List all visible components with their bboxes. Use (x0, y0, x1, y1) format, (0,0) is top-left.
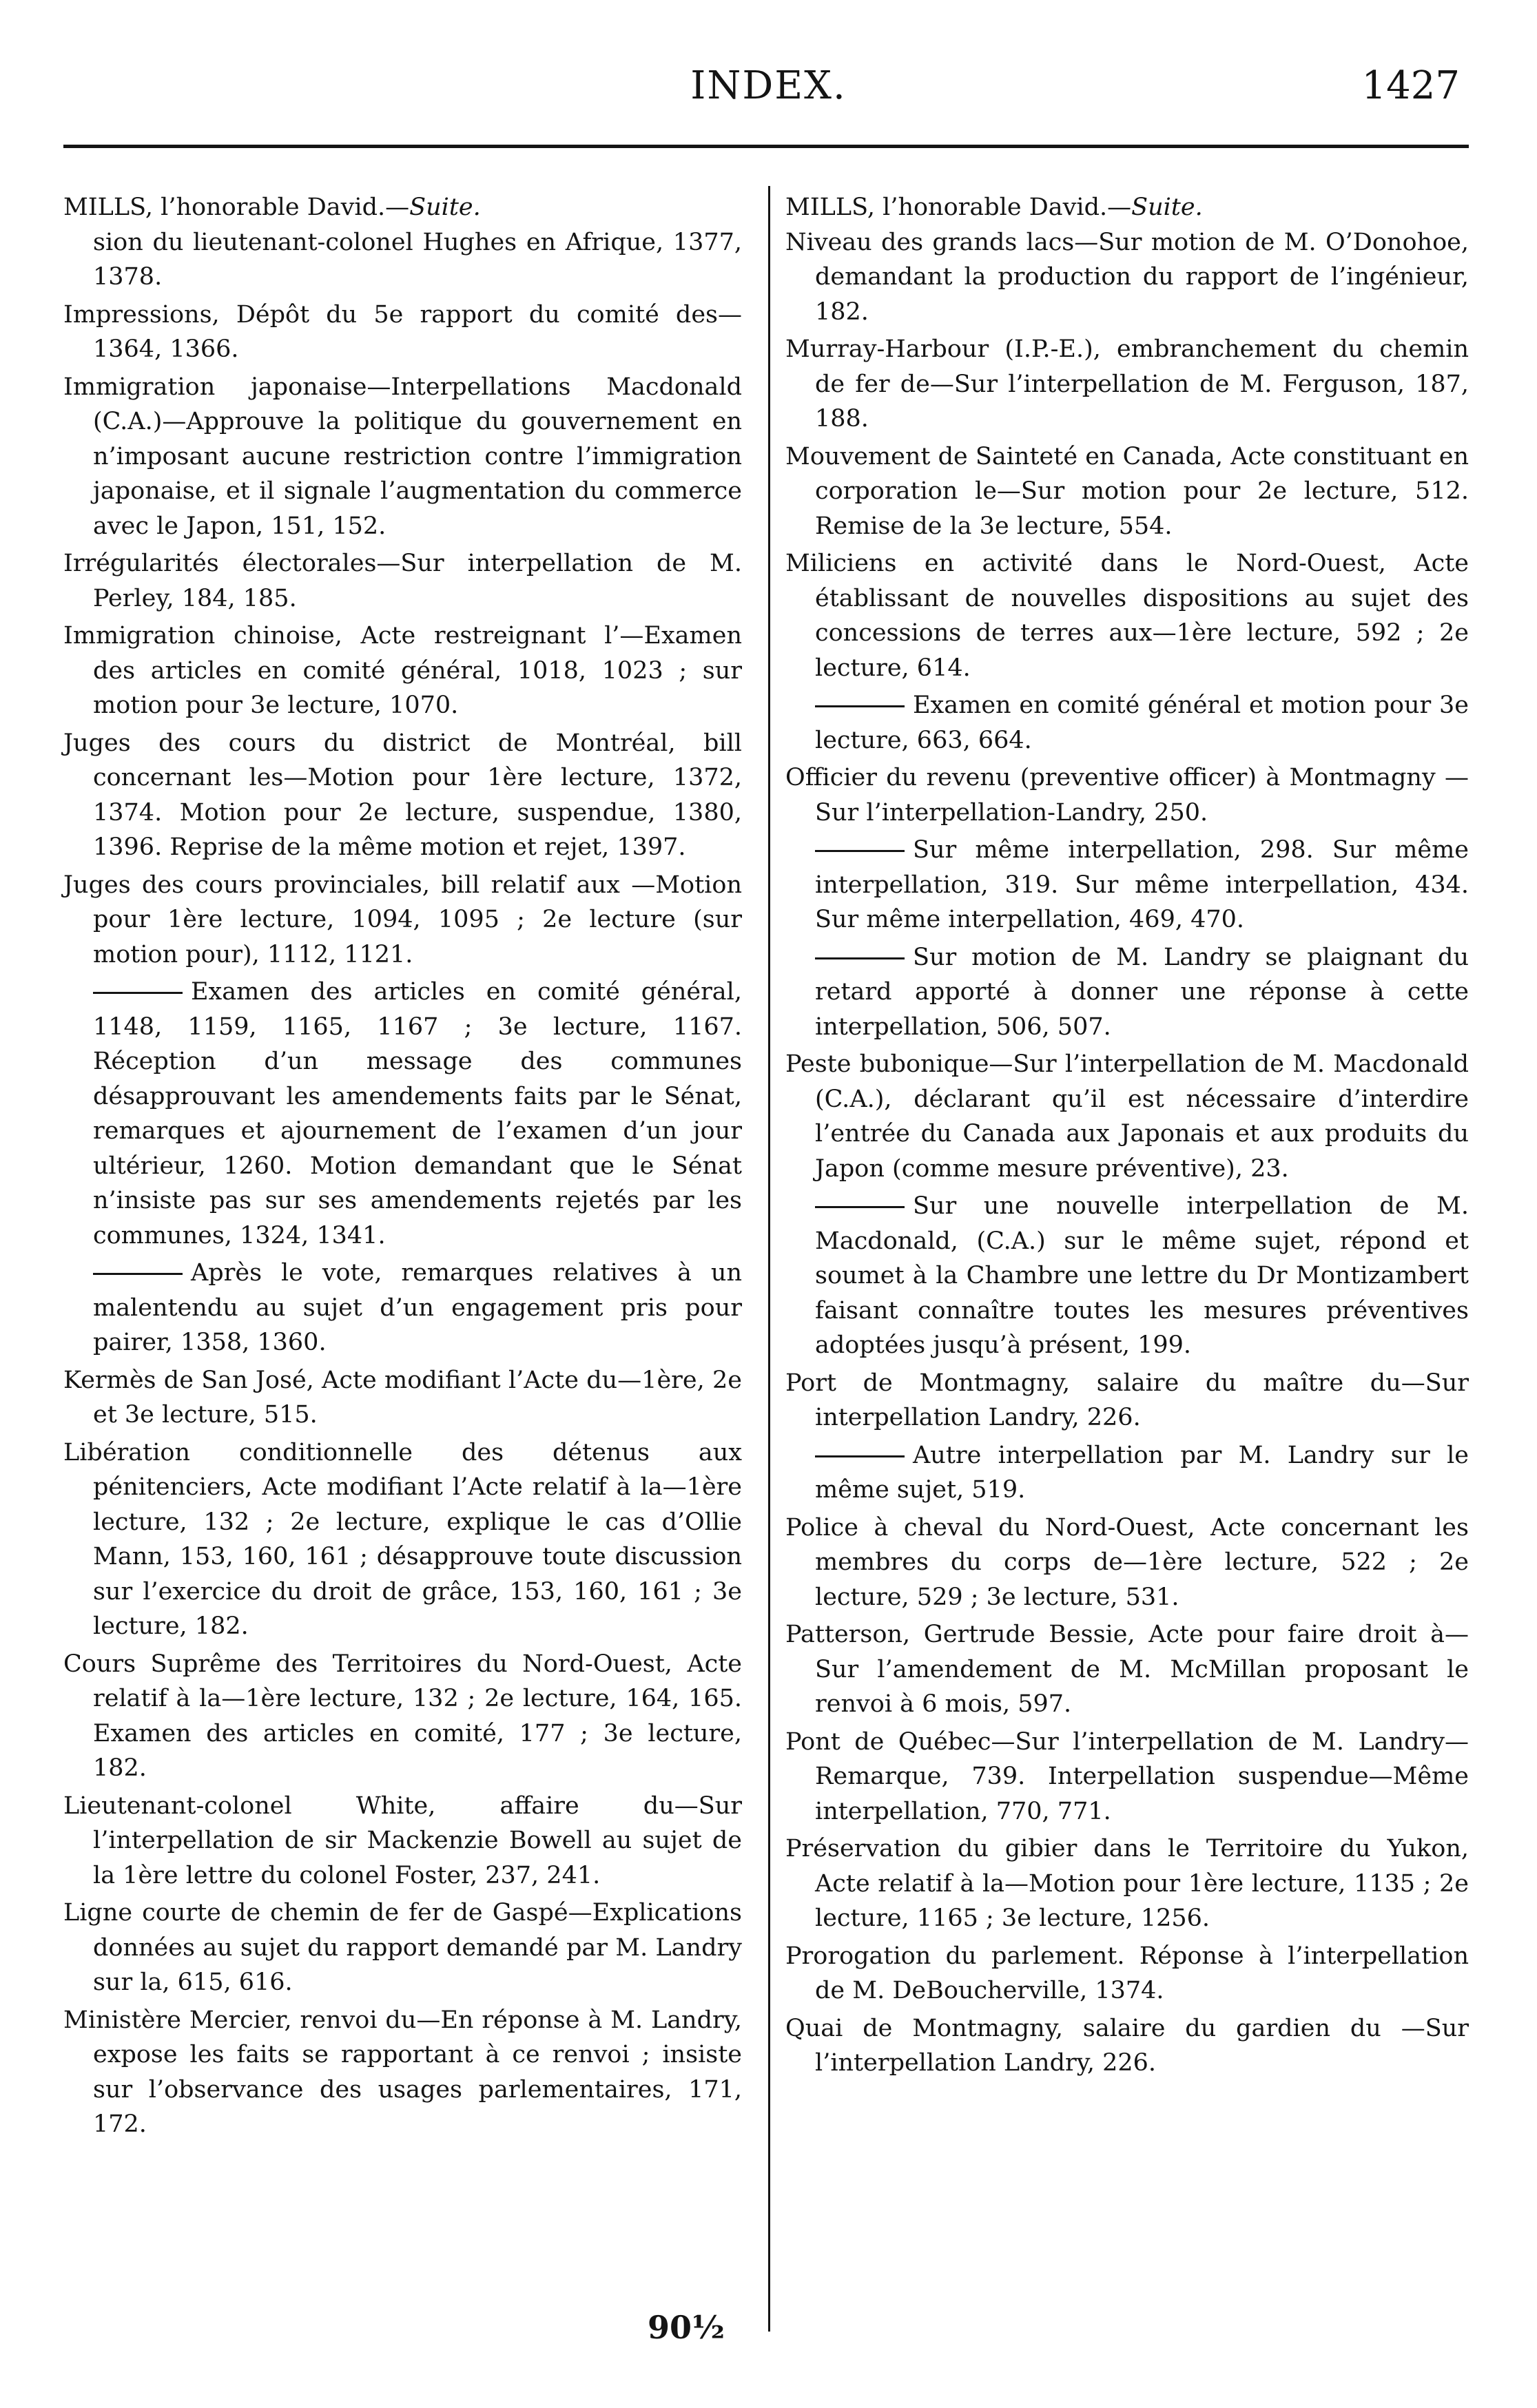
entry-text: Juges des cours provinciales, bill relatif aux —Motion pour 1ère lecture, 1094, 1095 ; 2e lecture (sur motion pour), 1112, 1121. (63, 871, 742, 968)
entry-text: Mouvement de Sainteté en Canada, Acte constituant en corporation le—Sur motion pour 2e lecture, 512. Remise de la 3e lecture, 554. (785, 442, 1469, 540)
header-rule (63, 145, 1469, 148)
index-entry (785, 1511, 1469, 1615)
entry-text: Police à cheval du Nord-Ouest, Acte concernant les membres du corps de—1ère lecture, 522 ; 2e lecture, 529 ; 3e lecture, 531. (785, 1513, 1469, 1611)
entry-text: Cours Suprême des Territoires du Nord-Ouest, Acte relatif à la—1ère lecture, 132 ; 2e lecture, 164, 165. Examen des articles en comité, 177 ; 3e lecture, 182. (63, 1650, 742, 1782)
entry-text: Quai de Montmagny, salaire du gardien du —Sur l’interpellation Landry, 226. (785, 2014, 1469, 2077)
repeat-dash (815, 705, 905, 707)
index-entry (63, 868, 742, 973)
entry-text: Sur une nouvelle interpellation de M. Macdonald, (C.A.) sur le même sujet, répond et soumet à la Chambre une lettre du Dr Montizambert faisant connaître toutes les mesures préventives adoptées jusqu’à présent, 199. (815, 1192, 1469, 1359)
entry-text: Après le vote, remarques relatives à un malentendu au sujet d’un engagement pris pour pairer, 1358, 1360. (93, 1259, 742, 1356)
index-subentry (785, 688, 1469, 758)
repeat-dash (815, 1455, 905, 1457)
entry-text: sion du lieutenant-colonel Hughes en Afrique, 1377, 1378. (93, 228, 742, 291)
entry-text: Niveau des grands lacs—Sur motion de M. O’Donohoe, demandant la production du rapport de l’ingénieur, 182. (785, 228, 1469, 326)
entry-text: Examen des articles en comité général, 1148, 1159, 1165, 1167 ; 3e lecture, 1167. Réception d’un message des communes désapprouvant les amendements faits par le Sénat, remarques et ajournement de l’examen d’un jour ultérieur, 1260. Motion demandant que le Sénat n’insiste pas sur ses amendements rejetés par les communes, 1324, 1341. (93, 978, 742, 1249)
index-subentry (785, 1438, 1469, 1508)
entry-text: Immigration japonaise—Interpellations Macdonald (C.A.)—Approuve la politique du gouvernement en n’imposant aucune restriction contre l’immigration japonaise, et il signale l’augmentation du commerce avec le Japon, 151, 152. (63, 373, 742, 540)
index-entry (63, 726, 742, 865)
running-head (785, 190, 1469, 225)
entry-text: Ministère Mercier, renvoi du—En réponse à M. Landry, expose les faits se rapportant à ce renvoi ; insiste sur l’observance des usages parlementaires, 171, 172. (63, 2006, 742, 2138)
running-head-suffix: Suite. (409, 194, 481, 221)
repeat-dash (815, 1206, 905, 1208)
entry-text: Examen en comité général et motion pour 3e lecture, 663, 664. (815, 692, 1469, 754)
entry-text: Impressions, Dépôt du 5e rapport du comité des—1364, 1366. (63, 300, 742, 363)
signature-mark: 90½ (648, 2309, 725, 2346)
entry-text: Lieutenant-colonel White, affaire du—Sur l’interpellation de sir Mackenzie Bowell au sujet de la 1ère lettre du colonel Foster, 237, 241. (63, 1792, 742, 1889)
left-column (63, 190, 742, 2145)
entry-text: Ligne courte de chemin de fer de Gaspé—Explications données au sujet du rapport demandé par M. Landry sur la, 615, 616. (63, 1899, 742, 1996)
entry-text: Port de Montmagny, salaire du maître du—Sur interpellation Landry, 226. (785, 1369, 1469, 1431)
entry-text: Préservation du gibier dans le Territoire du Yukon, Acte relatif à la—Motion pour 1ère lecture, 1135 ; 2e lecture, 1165 ; 3e lecture, 1256. (785, 1835, 1469, 1932)
index-entry-continuation (63, 225, 742, 295)
entry-text: Autre interpellation par M. Landry sur le même sujet, 519. (815, 1441, 1469, 1504)
index-entry (785, 2011, 1469, 2081)
running-head-name: MILLS, l’honorable David.— (63, 194, 410, 221)
index-entry (63, 1789, 742, 1893)
right-entries (785, 225, 1469, 2081)
index-entry (785, 1939, 1469, 2009)
index-entry (63, 2003, 742, 2142)
index-entry (785, 546, 1469, 685)
column-divider (768, 186, 770, 2332)
index-entry (63, 546, 742, 616)
index-entry (63, 298, 742, 367)
running-head-name: MILLS, l’honorable David.— (785, 194, 1132, 221)
running-head-suffix: Suite. (1131, 194, 1203, 221)
entry-text: Murray-Harbour (I.P.-E.), embranchement du chemin de fer de—Sur l’interpellation de M. Ferguson, 187, 188. (785, 335, 1469, 433)
index-entry (785, 1366, 1469, 1435)
index-entry (63, 1435, 742, 1644)
entry-text: Sur motion de M. Landry se plaignant du retard apporté à donner une réponse à cette interpellation, 506, 507. (815, 943, 1469, 1041)
entry-text: Miliciens en activité dans le Nord-Ouest, Acte établissant de nouvelles dispositions au sujet des concessions de terres aux—1ère lecture, 592 ; 2e lecture, 614. (785, 550, 1469, 682)
index-subentry (785, 940, 1469, 1045)
page-number: 1427 (1361, 63, 1460, 108)
index-entry (785, 1047, 1469, 1186)
page-title: INDEX. (690, 63, 847, 108)
entry-text: Officier du revenu (preventive officer) à Montmagny — Sur l’interpellation-Landry, 250. (785, 764, 1469, 827)
index-entry (63, 619, 742, 723)
index-entry (785, 225, 1469, 330)
repeat-dash (815, 957, 905, 959)
index-entry (785, 332, 1469, 437)
entry-text: Irrégularités électorales—Sur interpellation de M. Perley, 184, 185. (63, 550, 742, 612)
right-column (785, 190, 1469, 2084)
index-entry (63, 1896, 742, 2000)
index-entry (785, 1831, 1469, 1936)
repeat-dash (93, 992, 183, 994)
index-subentry (785, 1189, 1469, 1363)
repeat-dash (815, 850, 905, 852)
index-entry (63, 370, 742, 544)
running-head (63, 190, 742, 225)
entry-text: Libération conditionnelle des détenus aux pénitenciers, Acte modifiant l’Acte relatif à la—1ère lecture, 132 ; 2e lecture, explique le cas d’Ollie Mann, 153, 160, 161 ; désapprouve toute discussion sur l’exercice du droit de grâce, 153, 160, 161 ; 3e lecture, 182. (63, 1438, 742, 1640)
index-entry (63, 1363, 742, 1433)
entry-text: Pont de Québec—Sur l’interpellation de M. Landry—Remarque, 739. Interpellation suspendue—Même interpellation, 770, 771. (785, 1727, 1469, 1825)
index-entry (785, 1725, 1469, 1829)
index-entry (785, 439, 1469, 544)
index-entry (785, 760, 1469, 830)
left-entries (63, 225, 742, 2142)
entry-text: Immigration chinoise, Acte restreignant l’—Examen des articles en comité général, 1018, 1023 ; sur motion pour 3e lecture, 1070. (63, 622, 742, 719)
index-entry (63, 1647, 742, 1786)
entry-text: Prorogation du parlement. Réponse à l’interpellation de M. DeBoucherville, 1374. (785, 1942, 1469, 2004)
entry-text: Kermès de San José, Acte modifiant l’Acte du—1ère, 2e et 3e lecture, 515. (63, 1366, 742, 1429)
entry-text: Peste bubonique—Sur l’interpellation de M. Macdonald (C.A.), déclarant qu’il est nécessaire d’interdire l’entrée du Canada aux Japonais et aux produits du Japon (comme mesure préventive), 23. (785, 1050, 1469, 1183)
entry-text: Sur même interpellation, 298. Sur même interpellation, 319. Sur même interpellation, 434. Sur même interpellation, 469, 470. (815, 836, 1469, 933)
entry-text: Juges des cours du district de Montréal, bill concernant les—Motion pour 1ère lecture, 1372, 1374. Motion pour 2e lecture, suspendue, 1380, 1396. Reprise de la même motion et rejet, 1397. (63, 729, 742, 861)
index-entry (785, 1617, 1469, 1722)
index-subentry (63, 1256, 742, 1360)
index-subentry (63, 975, 742, 1253)
index-subentry (785, 833, 1469, 937)
entry-text: Patterson, Gertrude Bessie, Acte pour faire droit à—Sur l’amendement de M. McMillan proposant le renvoi à 6 mois, 597. (785, 1621, 1469, 1718)
repeat-dash (93, 1273, 183, 1275)
